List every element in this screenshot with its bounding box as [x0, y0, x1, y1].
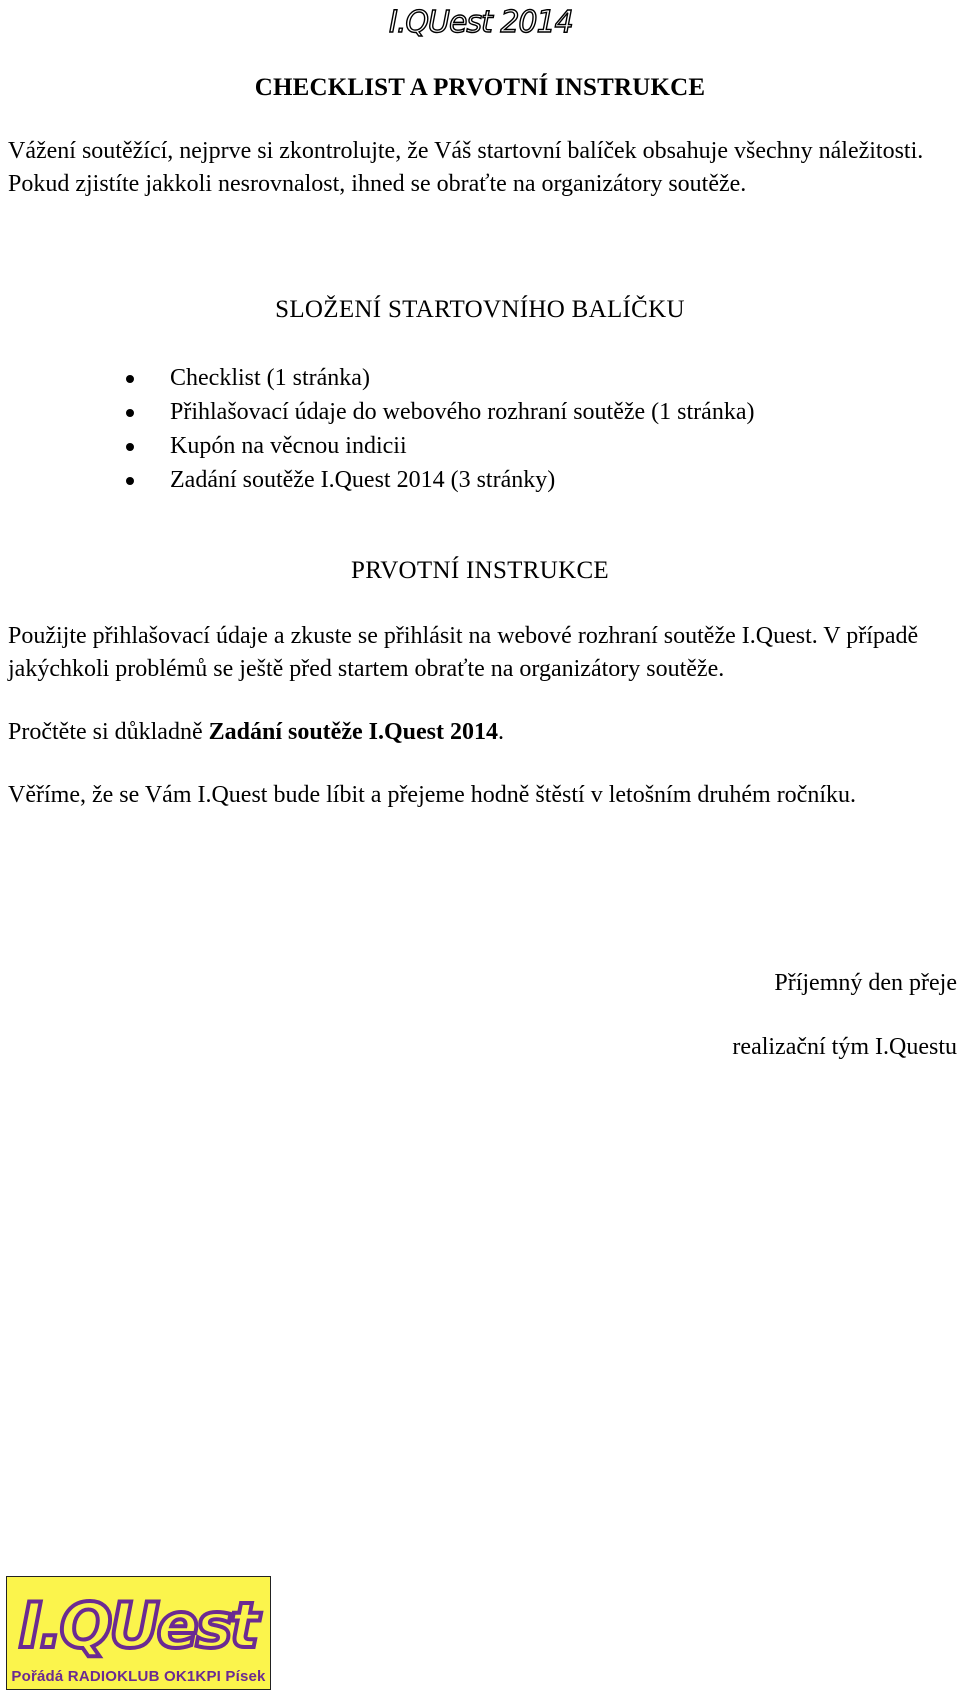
instructions-paragraph: Použijte přihlašovací údaje a zkuste se přihlásit na webové rozhraní soutěže I.Quest. V případě jakýchkoli problémů se ještě před startem obraťte na organizátory soutěže. [8, 623, 919, 682]
instructions-heading: PRVOTNÍ INSTRUKCE [351, 557, 609, 584]
footer-logo [6, 1576, 271, 1690]
list-item-label: Checklist (1 stránka) [170, 365, 370, 391]
footer-logo-graphic [15, 1581, 265, 1663]
closing-greeting: Příjemný den přeje [774, 970, 957, 996]
page-title: CHECKLIST A PRVOTNÍ INSTRUKCE [254, 74, 706, 101]
intro-paragraph: Vážení soutěžící, nejprve si zkontrolujte, že Váš startovní balíček obsahuje všechny náležitosti. Pokud zjistíte jakkoli nesrovnalost, ihned se obraťte na organizátory soutěže. [8, 138, 924, 197]
list-item-label: Kupón na věcnou indicii [170, 433, 407, 459]
wish-paragraph: Věříme, že se Vám I.Quest bude líbit a přejeme hodně štěstí v letošním druhém ročníku. [8, 782, 857, 808]
footer-caption: Pořádá RADIOKLUB OK1KPI Písek [11, 1668, 266, 1685]
list-item [126, 395, 754, 429]
list-item [126, 361, 754, 395]
read-instruction [8, 716, 958, 749]
bullet-icon [126, 409, 134, 417]
list-item-label: Přihlašovací údaje do webového rozhraní soutěže (1 stránka) [170, 399, 755, 425]
bullet-icon [126, 477, 134, 485]
header-logo-text: I.QUest 2014 [389, 5, 573, 40]
footer-logo-text: I.QUest [19, 1589, 257, 1662]
header-logo-graphic [385, 2, 575, 40]
closing-signature: realizační tým I.Questu [732, 1034, 957, 1060]
package-list [126, 361, 754, 497]
read-suffix: . [497, 719, 504, 745]
list-item-label: Zadání soutěže I.Quest 2014 (3 stránky) [170, 467, 556, 493]
read-document-title: Zadání soutěže I.Quest 2014 [208, 719, 498, 745]
bullet-icon [126, 375, 134, 383]
list-item [126, 463, 754, 497]
read-prefix: Pročtěte si důkladně [8, 719, 209, 745]
list-item [126, 429, 754, 463]
package-heading: SLOŽENÍ STARTOVNÍHO BALÍČKU [275, 296, 685, 323]
bullet-icon [126, 443, 134, 451]
header-logo [385, 2, 575, 40]
